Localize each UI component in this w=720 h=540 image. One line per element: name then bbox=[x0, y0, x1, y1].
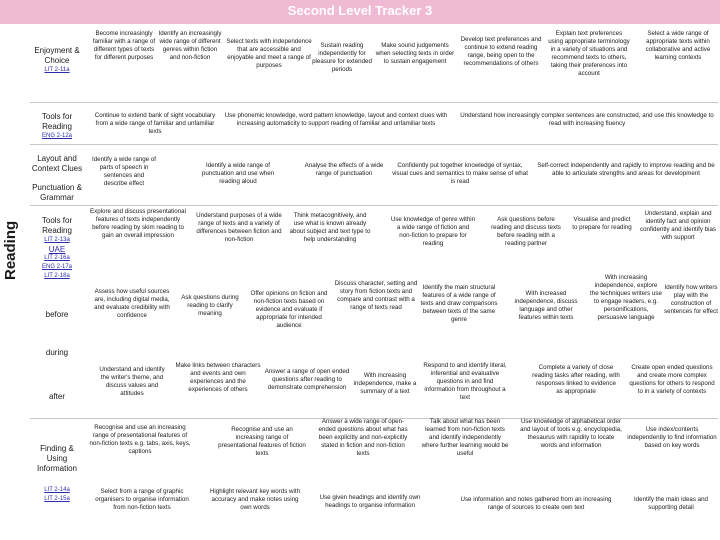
row-label-after: after bbox=[48, 392, 65, 401]
outcome-cell: Analyse the effects of a wide range of punctuation bbox=[304, 162, 384, 177]
outcome-cell: Use index/contents independently to find information based on key words bbox=[627, 426, 717, 449]
outcome-cell: Identify the main ideas and supporting detail bbox=[634, 496, 708, 511]
experience-code[interactable]: ENG 2-12a bbox=[41, 133, 72, 139]
experience-code[interactable]: LIT 2-18a bbox=[44, 273, 70, 279]
outcome-cell: Use given headings and identify own headings to organise information bbox=[319, 494, 421, 509]
outcome-cell: With increased independence, discuss language and other features within texts bbox=[514, 290, 578, 321]
row-label-tools bbox=[30, 112, 84, 141]
outcome-cell: Ask questions before reading and discuss texts before reading with a reading partner bbox=[491, 216, 561, 247]
outcome-cell: Become increasingly familiar with a range of different types of texts for different purposes bbox=[92, 30, 156, 61]
outcome-cell: Explore and discuss presentational features of texts independently before reading by skim reading to gain an overall impression bbox=[90, 208, 186, 239]
row-label-enjoyment bbox=[30, 46, 84, 75]
experience-code[interactable]: ENG 2-17a bbox=[41, 264, 72, 270]
outcome-cell: Continue to extend bank of sight vocabulary from a wide range of familiar and unfamiliar texts bbox=[94, 112, 216, 135]
outcome-cell: Make links between characters and events and own experiences and the experiences of others bbox=[175, 362, 261, 393]
outcome-cell: Talk about what has been learned from non-fiction texts and identify independently where further learning would be useful bbox=[421, 418, 509, 457]
row-divider bbox=[30, 144, 718, 145]
row-label-text: Finding & Using Information bbox=[36, 444, 78, 473]
outcome-cell: Identify a wide range of parts of speech in sentences and describe effect bbox=[92, 156, 156, 187]
row-label-finding bbox=[30, 444, 84, 504]
row-label-text: Tools for Reading bbox=[41, 112, 73, 131]
experience-code[interactable]: LIT 2-16a bbox=[44, 255, 70, 261]
outcome-cell: Ask questions during reading to clarify meaning bbox=[181, 294, 239, 317]
outcome-cell: Create open ended questions and create more complex questions for others to respond to in a variety of contexts bbox=[629, 364, 715, 395]
row-label-tools-2 bbox=[30, 216, 84, 281]
outcome-cell: With increasing independence, explore the techniques writers use to engage readers, e.g. personifications, persuasive language bbox=[590, 274, 662, 321]
outcome-cell: Use information and notes gathered from an increasing range of sources to create own text bbox=[460, 496, 612, 511]
outcome-cell: Complete a variety of close reading tasks after reading, with responses linked to evidence as appropriate bbox=[532, 364, 620, 395]
outcome-cell: Recognise and use an increasing range of presentational features of non-fiction texts e.g. tabs, axis, keys, captions bbox=[89, 424, 191, 455]
page-title: Second Level Tracker 3 bbox=[287, 3, 433, 18]
outcome-cell: With increasing independence, make a summary of a text bbox=[353, 372, 417, 395]
outcome-cell: Develop text preferences and continue to extend reading range, being open to the recommendations of others bbox=[460, 36, 542, 67]
outcome-cell: Select texts with independence that are accessible and enjoyable and meet a range of purposes bbox=[226, 38, 312, 69]
outcome-cell: Understand, explain and identify fact and opinion confidently and identify bias with support bbox=[639, 210, 717, 241]
outcome-cell: Discuss character, setting and story from fiction texts and compare and contrast with a range of texts read bbox=[334, 280, 418, 311]
row-label-text: Enjoyment & Choice bbox=[34, 46, 80, 65]
outcome-cell: Understand how increasingly complex sentences are constructed, and use this knowledge to read with increasing fluency bbox=[460, 112, 714, 127]
outcome-cell: Recognise and use an increasing range of presentational features of fiction texts bbox=[218, 426, 306, 457]
row-label-during: during bbox=[45, 348, 69, 357]
outcome-cell: Answer a wide range of open-ended questions about what has been explicitly and non-explicitly stated in fiction and non-fiction texts bbox=[318, 418, 408, 457]
outcome-cell: Confidently put together knowledge of syntax, visual cues and semantics to make sense of what is read bbox=[392, 162, 528, 185]
outcome-cell: Understand and identify the writer's theme, and discuss values and attitudes bbox=[99, 366, 165, 397]
row-label-text: Tools for Reading bbox=[41, 216, 73, 235]
title-banner bbox=[0, 0, 720, 24]
row-divider bbox=[30, 205, 718, 206]
outcome-cell: Assess how useful sources are, including digital media, and evaluate credibility with confidence bbox=[94, 288, 170, 319]
outcome-cell: Identify how writers play with the construction of sentences for effect bbox=[664, 284, 718, 315]
outcome-cell: Respond to and identify literal, inferential and evaluative questions in and find information from throughout a text bbox=[423, 362, 507, 401]
experience-code[interactable]: LIT 2-14a bbox=[44, 487, 70, 493]
outcome-cell: Answer a range of open ended questions after reading to demonstrate comprehension bbox=[264, 368, 350, 391]
outcome-cell: Explain text preferences using appropriate terminology in a variety of situations and recommend texts to others, taking their preferences into account bbox=[548, 30, 630, 77]
outcome-cell: Use knowledge of alphabetical order and layout of tools e.g. encyclopedia, thesaurus with rapidity to locate words and information bbox=[520, 418, 622, 449]
outcome-cell: Self-correct independently and rapidly to improve reading and be able to articulate strengths and areas for development bbox=[537, 162, 715, 177]
outcome-cell: Select a wide range of appropriate texts within collaborative and active learning contexts bbox=[645, 30, 711, 61]
outcome-cell: Sustain reading independently for pleasure for extended periods bbox=[312, 42, 372, 73]
row-label-layout: Layout and Context Clues bbox=[31, 154, 83, 173]
outcome-cell: Understand purposes of a wide range of texts and a variety of differences between fiction and non-fiction bbox=[196, 212, 282, 243]
outcome-cell: Offer opinions on fiction and non-fiction texts based on evidence and evaluate if appropriate for intended audience bbox=[250, 290, 328, 329]
outcome-cell: Visualise and predict to prepare for reading bbox=[572, 216, 632, 231]
experience-code[interactable]: LIT 2-15a bbox=[44, 496, 70, 502]
outcome-cell: Identify the main structural features of a wide range of texts and draw comparisons between texts of the same genre bbox=[420, 284, 498, 323]
outcome-cell: Select from a range of graphic organisers to organise information from non-fiction texts bbox=[95, 488, 189, 511]
outcome-cell: Use phonemic knowledge, word pattern knowledge, layout and context clues with increasing automaticity to support reading of familiar and unfamiliar texts bbox=[224, 112, 448, 127]
row-label-before: before bbox=[45, 310, 69, 319]
row-label-punctuation: Punctuation & Grammar bbox=[32, 183, 82, 202]
outcome-cell: Make sound judgements when selecting texts in order to sustain engagement bbox=[375, 42, 455, 65]
outcome-cell: Identify a wide range of punctuation and use when reading aloud bbox=[201, 162, 275, 185]
outcome-cell: Use knowledge of genre within a wide range of fiction and non-fiction to prepare for reading bbox=[390, 216, 476, 247]
experience-code[interactable]: UAE bbox=[48, 245, 66, 254]
side-label: Reading bbox=[2, 220, 19, 280]
row-divider bbox=[30, 102, 718, 103]
outcome-cell: Identify an increasingly wide range of different genres within fiction and non-fiction bbox=[158, 30, 222, 61]
outcome-cell: Highlight relevant key words with accuracy and make notes using own words bbox=[209, 488, 301, 511]
experience-code[interactable]: LIT 2-11a bbox=[44, 67, 70, 73]
experience-code[interactable]: LIT 2-13a bbox=[44, 237, 70, 243]
outcome-cell: Think metacognitively, and use what is known already about subject and text type to help understanding bbox=[289, 212, 371, 243]
